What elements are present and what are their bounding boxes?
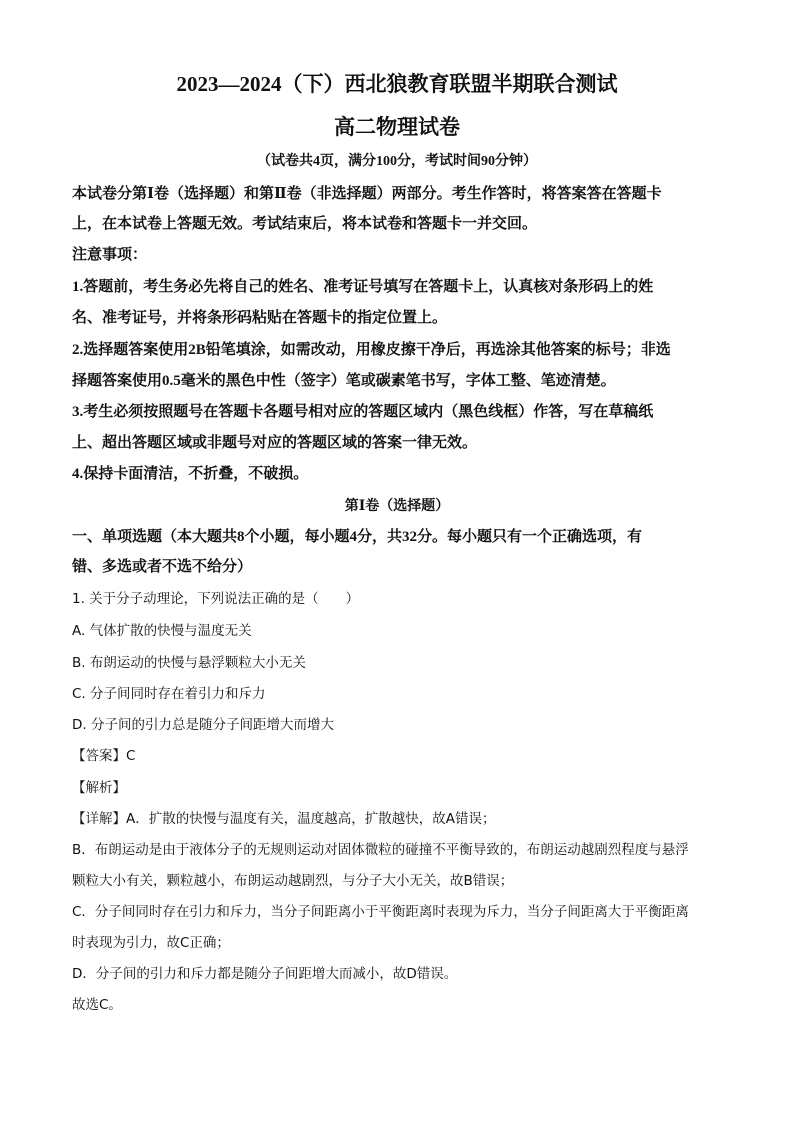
answer-line (72, 744, 732, 764)
note-line-3: 2.选择题答案使用2B铅笔填涂，如需改动，用橡皮擦干净后，再选涂其他答案的标号；非选 (72, 342, 671, 358)
exam-title: 2023—2024（下）西北狼教育联盟半期联合测试 (176, 72, 618, 96)
question-stem: 1. 关于分子动理论，下列说法正确的是（ ） (72, 591, 360, 607)
answer-label: 【答案】 (72, 748, 126, 764)
option-a: A. 气体扩散的快慢与温度无关 (72, 623, 252, 639)
note-line-1: 1.答题前，考生务必先将自己的姓名、准考证号填写在答题卡上，认真核对条形码上的姓 (72, 279, 654, 295)
part-line-2: 错、多选或者不选不给分） (72, 559, 253, 575)
detail-line-4: C．分子间同时存在引力和斥力，当分子间距离小于平衡距离时表现为斥力，当分子间距离大于平衡距离 (72, 904, 689, 920)
detail-line-2: B．布朗运动是由于液体分子的无规则运动对固体微粒的碰撞不平衡导致的，布朗运动越剧烈程度与悬浮 (72, 842, 689, 858)
section-title: 第Ⅰ卷（选择题） (344, 499, 450, 514)
detail-line-3: 颗粒大小有关，颗粒越小，布朗运动越剧烈，与分子大小无关，故B错误； (72, 873, 514, 889)
note-line-5: 3.考生必须按照题号在答题卡各题号相对应的答题区域内（黑色线框）作答，写在草稿纸 (72, 404, 654, 420)
option-c: C. 分子间同时存在着引力和斥力 (72, 686, 266, 702)
note-line-6: 上、超出答题区域或非题号对应的答题区域的答案一律无效。 (72, 435, 478, 451)
notes-heading: 注意事项： (72, 247, 148, 263)
intro-line-2: 上，在本试卷上答题无效。考试结束后，将本试卷和答题卡一并交回。 (72, 216, 538, 232)
detail-line-5: 时表现为引力，故C正确； (72, 935, 230, 951)
exam-subtitle: 高二物理试卷 (334, 115, 460, 139)
part-line-1: 一、单项选题（本大题共8个小题，每小题4分，共32分。每小题只有一个正确选项，有 (72, 529, 643, 545)
option-b: B. 布朗运动的快慢与悬浮颗粒大小无关 (72, 655, 306, 671)
detail-line-7: 故选C。 (72, 997, 122, 1013)
detail-line-6: D．分子间的引力和斥力都是随分子间距增大而减小，故D错误。 (72, 966, 458, 982)
detail-line-1: 【详解】A．扩散的快慢与温度有关，温度越高，扩散越快，故A错误； (72, 811, 496, 827)
option-d: D. 分子间的引力总是随分子间距增大而增大 (72, 717, 334, 733)
exam-info: （试卷共4页，满分100分，考试时间90分钟） (257, 154, 537, 169)
note-line-2: 名、准考证号，并将条形码粘贴在答题卡的指定位置上。 (72, 310, 448, 326)
analysis-label: 【解析】 (72, 780, 126, 796)
note-line-7: 4.保持卡面清洁，不折叠，不破损。 (72, 466, 309, 482)
intro-line-1: 本试卷分第Ⅰ卷（选择题）和第Ⅱ卷（非选择题）两部分。考生作答时，将答案答在答题卡 (72, 186, 662, 202)
note-line-4: 择题答案使用0.5毫米的黑色中性（签字）笔或碳素笔书写，字体工整、笔迹清楚。 (72, 373, 616, 389)
answer-value: C (126, 748, 136, 764)
